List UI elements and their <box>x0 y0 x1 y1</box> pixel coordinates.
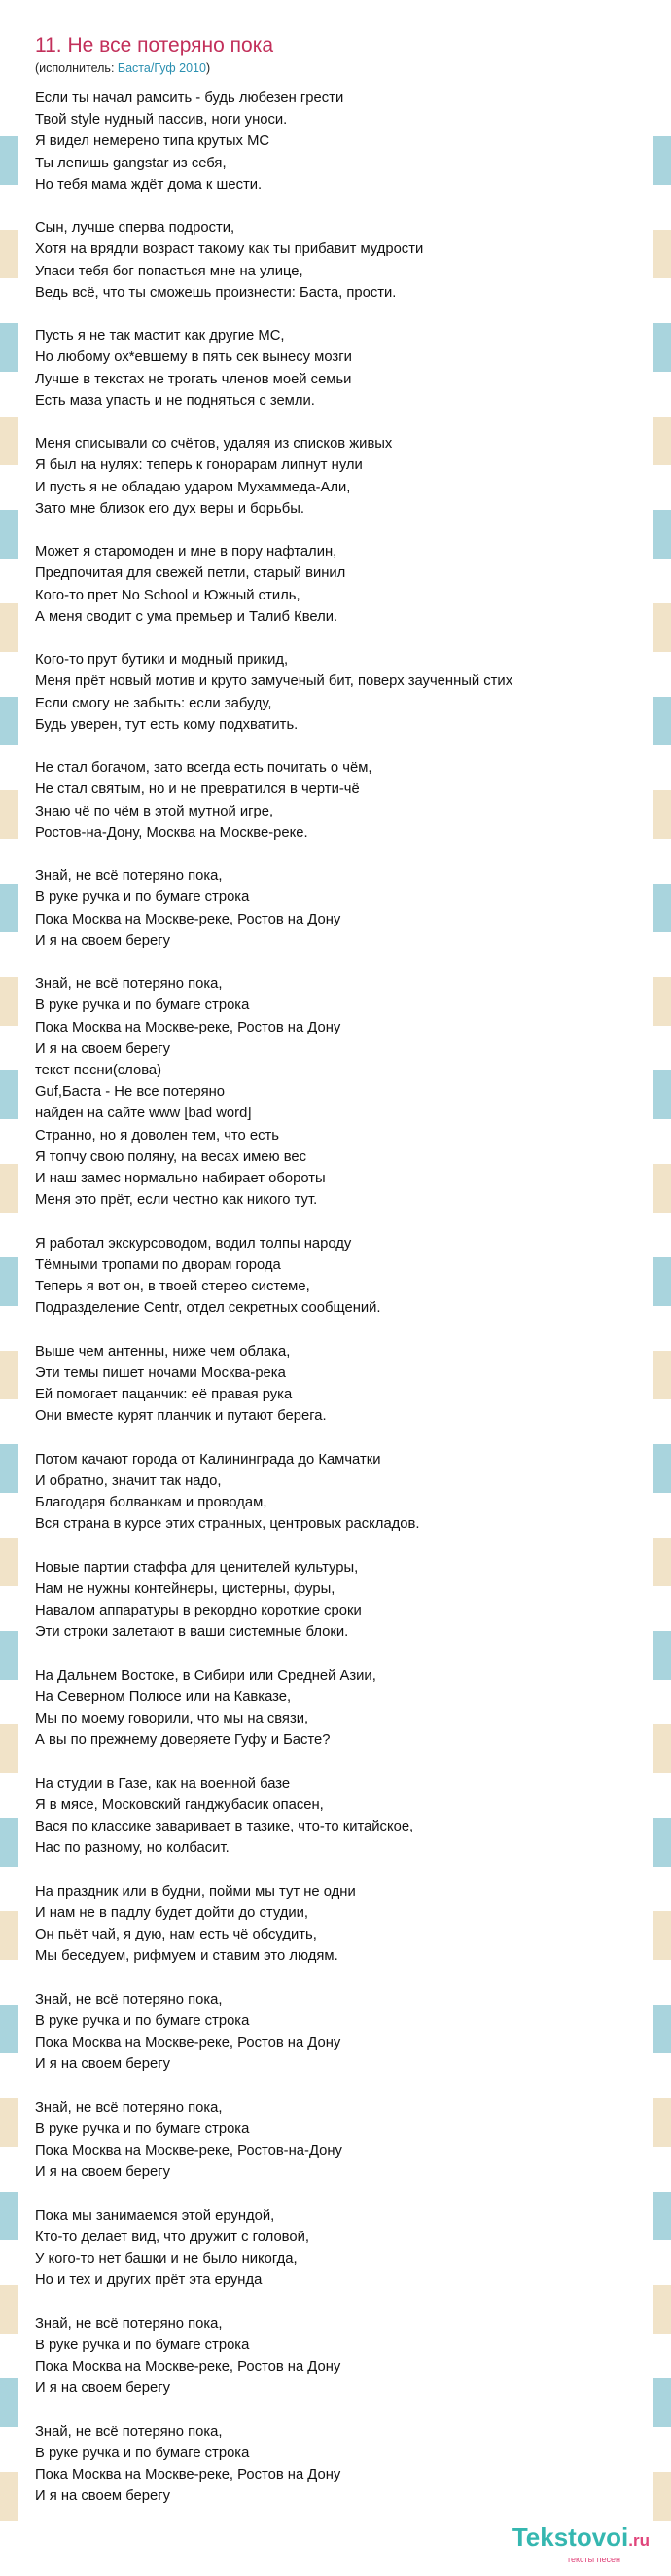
decorative-stripe <box>0 1724 18 1773</box>
decorative-stripe <box>0 1070 18 1119</box>
lyrics-line: Знай, не всё потеряно пока, <box>35 1991 223 2008</box>
decorative-stripe <box>0 2285 18 2334</box>
decorative-stripe <box>653 2192 671 2240</box>
lyrics-line: Подразделение Centr, отдел секретных сообщений. <box>35 1300 381 1317</box>
lyrics-line: Хотя на врядли возраст такому как ты прибавит мудрости <box>35 241 424 258</box>
decorative-stripe <box>0 2005 18 2053</box>
lyrics-line: Тёмными тропами по дворам города <box>35 1256 281 1273</box>
lyrics-line: Знай, не всё потеряно пока, <box>35 868 223 885</box>
lyrics-line: Пока Москва на Москве-реке, Ростов на Дону <box>35 2035 341 2051</box>
lyrics-line: Если ты начал рамсить - будь любезен грести <box>35 91 344 106</box>
lyrics-line: Эти темы пишет ночами Москва-река <box>35 1364 286 1381</box>
right-decorative-stripes <box>653 136 671 2565</box>
lyrics-stanza <box>35 2097 638 2184</box>
lyrics-stanza <box>35 2313 638 2400</box>
lyrics-line: В руке ручка и по бумаге строка <box>35 2013 250 2029</box>
lyrics-line: И я на своем берегу <box>35 2056 171 2073</box>
decorative-stripe <box>653 790 671 839</box>
lyrics-line: В руке ручка и по бумаге строка <box>35 2121 250 2137</box>
lyrics-line: Сын, лучше сперва подрости, <box>35 220 235 236</box>
lyrics-stanza <box>35 1665 638 1752</box>
song-content <box>35 0 638 2529</box>
lyrics-line: И я на своем берегу <box>35 2164 171 2181</box>
lyrics-line: Но любому ох*евшему в пять сек вынесу мозги <box>35 349 352 366</box>
lyrics-line: Мы по моему говорили, что мы на связи, <box>35 1711 309 1727</box>
lyrics-stanza <box>35 865 638 952</box>
decorative-stripe <box>653 1257 671 1306</box>
lyrics-stanza <box>35 88 638 196</box>
lyrics-line: Ты лепишь gangstar из себя, <box>35 155 227 171</box>
lyrics-line: Я работал экскурсоводом, водил толпы народу <box>35 1235 352 1252</box>
lyrics-stanza <box>35 2421 638 2508</box>
decorative-stripe <box>653 697 671 745</box>
lyrics-line: Знай, не всё потеряно пока, <box>35 2099 223 2116</box>
lyrics-line: Я был на нулях: теперь к гонорарам липнут нули <box>35 457 363 474</box>
lyrics-line: Я в мясе, Московский ганджубасик опасен, <box>35 1796 324 1813</box>
lyrics-stanza <box>35 433 638 520</box>
lyrics-line: А меня сводит с ума премьер и Талиб Квели. <box>35 608 338 625</box>
decorative-stripe <box>653 2378 671 2427</box>
decorative-stripe <box>0 697 18 745</box>
lyrics-line: Знаю чё по чём в этой мутной игре, <box>35 803 274 819</box>
lyrics-line: Есть маза упасть и не подняться с земли. <box>35 392 315 409</box>
lyrics-line: Потом качают города от Калининграда до Камчатки <box>35 1451 381 1468</box>
lyrics-stanza <box>35 1557 638 1644</box>
lyrics-line: Может я старомоден и мне в пору нафталин, <box>35 544 337 561</box>
decorative-stripe <box>0 2378 18 2427</box>
logo-name: Tekstovoi <box>512 2522 629 2552</box>
lyrics-line: И пусть я не обладаю ударом Мухаммеда-Али, <box>35 479 351 495</box>
lyrics-line: И нам не в падлу будет дойти до студии, <box>35 1905 309 1921</box>
lyrics-line: Ведь всё, что ты сможешь произнести: Баста, прости. <box>35 284 397 301</box>
decorative-stripe <box>0 230 18 278</box>
lyrics-line: Но и тех и других прёт эта ерунда <box>35 2272 263 2289</box>
decorative-stripe <box>653 2005 671 2053</box>
lyrics-line: Пока Москва на Москве-реке, Ростов на Дону <box>35 911 341 927</box>
lyrics-line: Эти строки залетают в ваши системные блоки. <box>35 1624 349 1641</box>
decorative-stripe <box>0 1351 18 1399</box>
lyrics-line: А вы по прежнему доверяете Гуфу и Басте? <box>35 1732 331 1749</box>
decorative-stripe <box>653 1444 671 1493</box>
decorative-stripe <box>0 1444 18 1493</box>
lyrics-line: Меня это прёт, если честно как никого тут. <box>35 1192 318 1209</box>
decorative-stripe <box>653 2285 671 2334</box>
lyrics-line: Лучше в текстах не трогать членов моей семьи <box>35 371 352 387</box>
lyrics-line: Кого-то прут бутики и модный прикид, <box>35 652 289 669</box>
lyrics-line: В руке ручка и по бумаге строка <box>35 998 250 1014</box>
lyrics-line: Будь уверен, тут есть кому подхватить. <box>35 716 299 733</box>
lyrics-stanza <box>35 1773 638 1860</box>
lyrics-line: Меня прёт новый мотив и круто замученый бит, поверх заученный стих <box>35 673 513 690</box>
decorative-stripe <box>0 884 18 932</box>
lyrics-line: текст песни(слова) <box>35 1063 162 1079</box>
decorative-stripe <box>653 977 671 1026</box>
decorative-stripe <box>0 417 18 465</box>
decorative-stripe <box>653 510 671 559</box>
lyrics-stanza <box>35 1341 638 1428</box>
decorative-stripe <box>653 1818 671 1867</box>
lyrics-line: В руке ручка и по бумаге строка <box>35 889 250 906</box>
lyrics-line: И я на своем берегу <box>35 932 171 949</box>
lyrics-line: Кого-то прет No School и Южный стиль, <box>35 587 300 603</box>
decorative-stripe <box>653 1631 671 1680</box>
decorative-stripe <box>0 1631 18 1680</box>
lyrics-stanza <box>35 1989 638 2076</box>
lyrics-line: Они вместе курят планчик и путают берега. <box>35 1408 327 1425</box>
lyrics-stanza <box>35 2205 638 2292</box>
lyrics-line: Но тебя мама ждёт дома к шести. <box>35 176 263 193</box>
lyrics-line: Пока Москва на Москве-реке, Ростов-на-Дону <box>35 2143 342 2159</box>
lyrics-line: Вся страна в курсе этих странных, центровых раскладов. <box>35 1516 420 1533</box>
logo-tld: .ru <box>628 2531 650 2550</box>
decorative-stripe <box>0 1818 18 1867</box>
decorative-stripe <box>653 2098 671 2147</box>
lyrics-line: Пока Москва на Москве-реке, Ростов на Дону <box>35 2467 341 2484</box>
decorative-stripe <box>653 230 671 278</box>
lyrics-line: Пока мы занимаемся этой ерундой, <box>35 2207 275 2224</box>
performer-link[interactable]: Баста/Гуф 2010 <box>117 61 206 75</box>
lyrics-line: Пока Москва на Москве-реке, Ростов на Дону <box>35 1019 341 1035</box>
lyrics-stanza <box>35 1233 638 1320</box>
decorative-stripe <box>0 1538 18 1586</box>
lyrics-line: Вася по классике заваривает в тазике, что-то китайское, <box>35 1819 414 1835</box>
logo-tagline: тексты песен <box>566 2555 620 2564</box>
lyrics-line: И наш замес нормально набирает обороты <box>35 1171 326 1187</box>
lyrics-line: Нас по разному, но колбасит. <box>35 1840 230 1857</box>
lyrics-line: Если смогу не забыть: если забуду, <box>35 695 272 711</box>
decorative-stripe <box>0 603 18 652</box>
decorative-stripe <box>653 1164 671 1213</box>
decorative-stripe <box>653 884 671 932</box>
lyrics-stanza <box>35 541 638 628</box>
lyrics-line: Выше чем антенны, ниже чем облака, <box>35 1343 291 1360</box>
lyrics-line: Я видел немерено типа крутых MC <box>35 133 270 150</box>
decorative-stripe <box>0 790 18 839</box>
lyrics-line: И обратно, значит так надо, <box>35 1472 222 1489</box>
decorative-stripe <box>653 1070 671 1119</box>
decorative-stripe <box>0 977 18 1026</box>
decorative-stripe <box>653 1538 671 1586</box>
lyrics-stanza <box>35 325 638 412</box>
performer-suffix: ) <box>205 61 211 75</box>
lyrics-line: Не стал святым, но и не превратился в черти-чё <box>35 781 360 798</box>
lyrics-line: Знай, не всё потеряно пока, <box>35 976 223 993</box>
lyrics-line: Нам не нужны контейнеры, цистерны, фуры, <box>35 1580 336 1597</box>
decorative-stripe <box>653 136 671 185</box>
decorative-stripe <box>0 2098 18 2147</box>
lyrics-line: Знай, не всё потеряно пока, <box>35 2315 223 2332</box>
lyrics-line: Не стал богачом, зато всегда есть почитать о чём, <box>35 760 372 777</box>
left-decorative-stripes <box>0 136 18 2565</box>
lyrics-line: Благодаря болванкам и проводам, <box>35 1495 267 1511</box>
lyrics-line: У кого-то нет башки и не было никогда, <box>35 2251 298 2268</box>
lyrics-line: В руке ручка и по бумаге строка <box>35 2445 250 2461</box>
lyrics-line: На праздник или в будни, пойми мы тут не одни <box>35 1883 356 1900</box>
lyrics-line: Кто-то делает вид, что дружит с головой, <box>35 2229 309 2245</box>
lyrics-line: Предпочитая для свежей петли, старый винил <box>35 565 346 582</box>
performer-prefix: (исполнитель: <box>35 61 118 75</box>
lyrics-line: Ростов-на-Дону, Москва на Москве-реке. <box>35 824 308 841</box>
lyrics-line: На студии в Газе, как на военной базе <box>35 1775 291 1792</box>
lyrics-line: Упаси тебя бог попасться мне на улице, <box>35 263 303 279</box>
decorative-stripe <box>653 1724 671 1773</box>
lyrics-line: Новые партии стаффа для ценителей культуры, <box>35 1559 359 1576</box>
decorative-stripe <box>0 136 18 185</box>
decorative-stripe <box>0 323 18 372</box>
lyrics-line: Странно, но я доволен тем, что есть <box>35 1127 279 1143</box>
lyrics-line: На Дальнем Востоке, в Сибири или Средней Азии, <box>35 1667 376 1684</box>
lyrics-line: И я на своем берегу <box>35 1040 171 1057</box>
decorative-stripe <box>0 1164 18 1213</box>
lyrics-line: Меня списывали со счётов, удаляя из списков живых <box>35 436 393 453</box>
decorative-stripe <box>653 1351 671 1399</box>
decorative-stripe <box>0 1911 18 1960</box>
decorative-stripe <box>0 2192 18 2240</box>
lyrics-line: Я топчу свою поляну, на весах имею вес <box>35 1148 307 1165</box>
decorative-stripe <box>0 2472 18 2521</box>
lyrics-line: Ей помогает пацанчик: её правая рука <box>35 1387 293 1403</box>
lyrics-line: найден на сайте www [bad word] <box>35 1106 252 1122</box>
lyrics-line: Теперь я вот он, в твоей стерео системе, <box>35 1279 310 1295</box>
lyrics-line: Твой style нудный пассив, ноги уноси. <box>35 112 288 128</box>
decorative-stripe <box>653 603 671 652</box>
lyrics-line: И я на своем берегу <box>35 2488 171 2505</box>
decorative-stripe <box>653 1911 671 1960</box>
decorative-stripe <box>0 510 18 559</box>
decorative-stripe <box>653 2472 671 2521</box>
lyrics-line: Знай, не всё потеряно пока, <box>35 2423 223 2440</box>
lyrics-line: Мы беседуем, рифмуем и ставим это людям. <box>35 1948 338 1965</box>
lyrics-stanza <box>35 1449 638 1536</box>
lyrics-stanza <box>35 757 638 844</box>
lyrics-line: Пусть я не так мастит как другие MC, <box>35 328 285 345</box>
performer-line <box>35 60 638 76</box>
lyrics-body <box>35 88 638 2507</box>
lyrics-stanza <box>35 217 638 304</box>
lyrics-line: Навалом аппаратуры в рекордно короткие сроки <box>35 1603 362 1619</box>
lyrics-line: И я на своем берегу <box>35 2380 171 2397</box>
lyrics-stanza <box>35 649 638 736</box>
lyrics-stanza <box>35 973 638 1211</box>
song-title: 11. Не все потеряно пока <box>35 34 274 56</box>
lyrics-line: Зато мне близок его дух веры и борьбы. <box>35 500 304 517</box>
site-logo[interactable] <box>512 2523 650 2564</box>
decorative-stripe <box>653 417 671 465</box>
lyrics-line: В руке ручка и по бумаге строка <box>35 2337 250 2353</box>
lyrics-stanza <box>35 1881 638 1968</box>
decorative-stripe <box>653 323 671 372</box>
lyrics-line: На Северном Полюсе или на Кавказе, <box>35 1688 292 1705</box>
lyrics-line: Пока Москва на Москве-реке, Ростов на Дону <box>35 2359 341 2376</box>
lyrics-line: Guf,Баста - Не все потеряно <box>35 1084 225 1101</box>
decorative-stripe <box>0 1257 18 1306</box>
lyrics-line: Он пьёт чай, я дую, нам есть чё обсудить, <box>35 1927 317 1943</box>
